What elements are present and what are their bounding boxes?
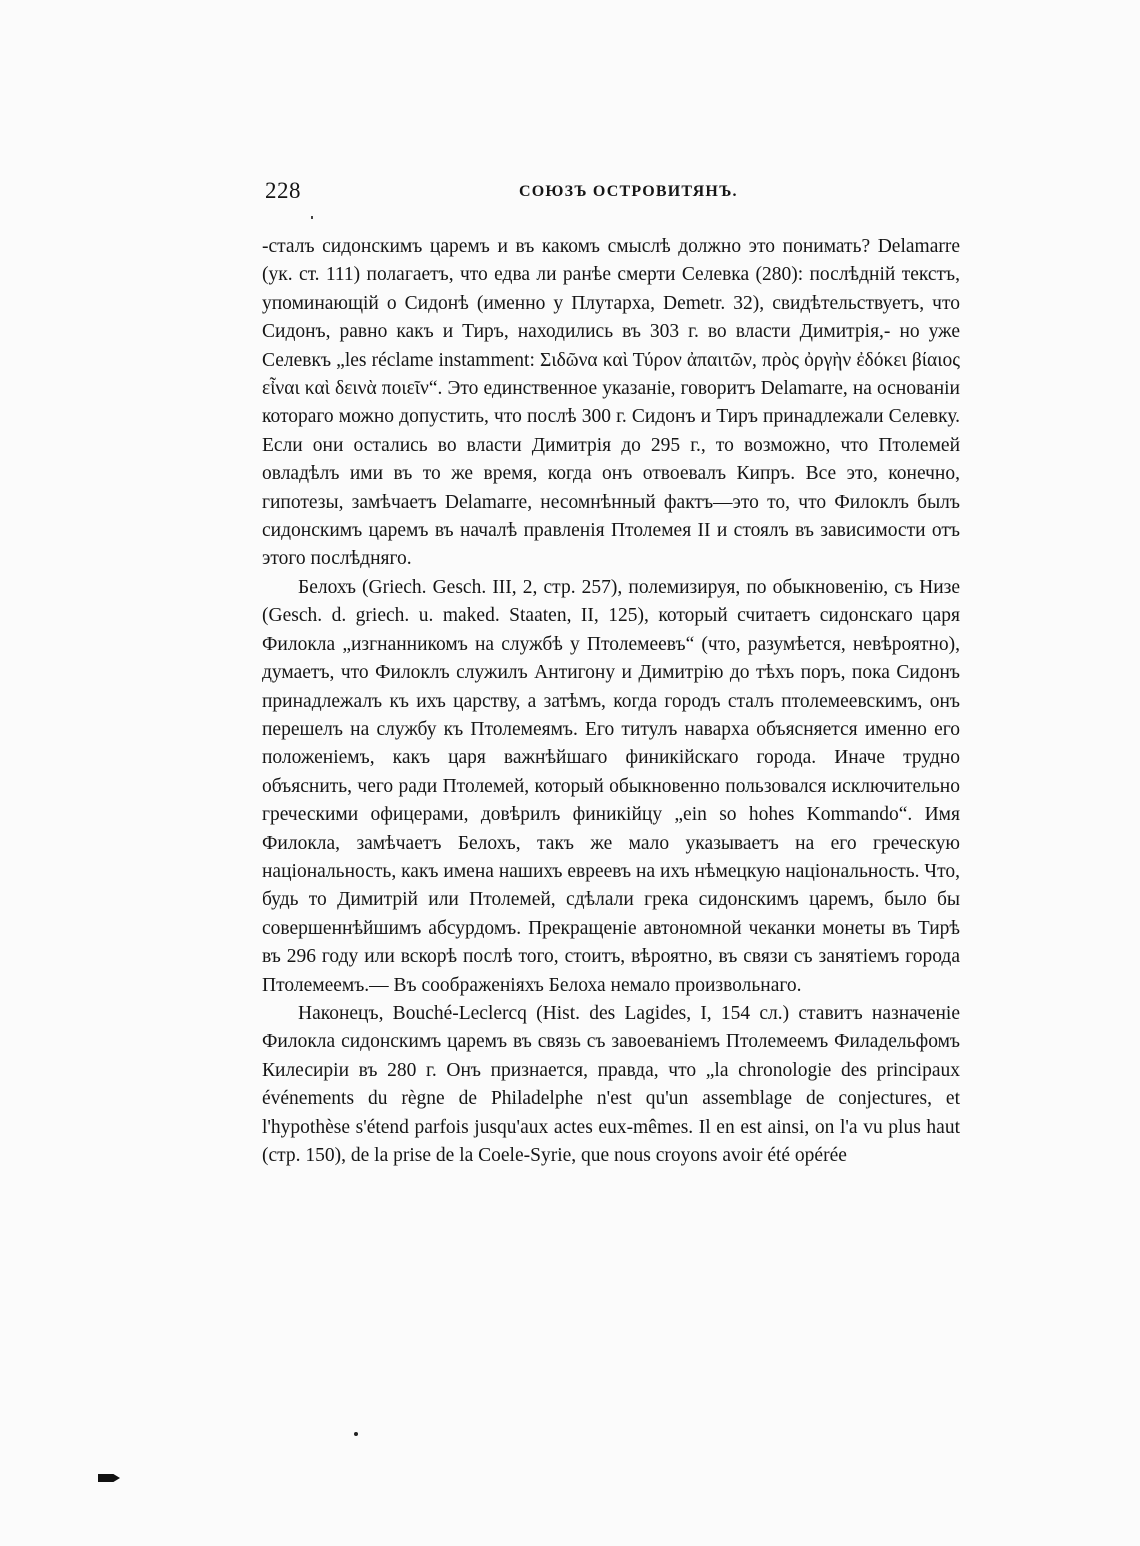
- page-header: [265, 178, 959, 212]
- scan-speck: [354, 1432, 358, 1436]
- paragraph: -сталъ сидонскимъ царемъ и въ какомъ смыслѣ должно это понимать? Delamarre (ук. ст. 111) полагаетъ, что едва ли ранѣе смерти Селевка (280): послѣдній текстъ, упоминающій о Сидонѣ (именно у Плутарха, Demetr. 32), свидѣтельствуетъ, что Сидонъ, равно какъ и Тиръ, находились въ 303 г. во власти Димитрія,- но уже Селевкъ „les réclame instamment: Σιδῶνα καὶ Τύρον ἀπαιτῶν, πρὸς ὀργὴν ἐδόκει βίαιος εἶναι καὶ δεινὰ ποιεῖν“. Это единственное указаніе, говоритъ Delamarre, на основаніи котораго можно допустить, что послѣ 300 г. Сидонъ и Тиръ принадлежали Селевку. Если они остались во власти Димитрія до 295 г., то возможно, что Птолемей овладѣлъ ими въ то же время, когда онъ отвоевалъ Кипръ. Все это, конечно, гипотезы, замѣчаетъ Delamarre, несомнѣнный фактъ—это то, что Филоклъ былъ сидонскимъ царемъ въ началѣ правленія Птолемея II и стоялъ въ зависимости отъ этого послѣдняго.: [262, 236, 960, 570]
- paragraph: Наконецъ, Bouché-Leclercq (Hist. des Lagides, I, 154 сл.) ставитъ назначеніе Филокла сидонскимъ царемъ въ связь съ завоеваніемъ Птолемеемъ Филадельфомъ Килесиріи въ 280 г. Онъ признается, правда, что „la chronologie des principaux événements du règne de Philadelphe n'est qu'un assemblage de conjectures, et l'hypothèse s'étend parfois jusqu'aux actes eux-mêmes. Il en est ainsi, on l'a vu plus haut (стр. 150), de la prise de la Coele-Syrie, que nous croyons avoir été opérée: [262, 1002, 960, 1166]
- scan-mark: [98, 1474, 120, 1482]
- body-text: [262, 233, 960, 1170]
- paragraph: Белохъ (Griech. Gesch. III, 2, стр. 257), полемизируя, по обыкновенію, съ Низе (Gesch. d. griech. u. maked. Staaten, II, 125), который считаетъ сидонскаго царя Филокла „изгнанникомъ на службѣ у Птолемеевъ“ (что, разумѣется, невѣроятно), думаетъ, что Филоклъ служилъ Антигону и Димитрію до тѣхъ поръ, пока Сидонъ принадлежалъ къ ихъ царству, а затѣмъ, когда городъ сталъ птолемеевскимъ, онъ перешелъ на службу къ Птолемеямъ. Его титулъ наварха объясняется именно его положеніемъ, какъ царя важнѣйшаго финикійскаго города. Иначе трудно объяснить, чего ради Птолемей, который обыкновенно пользовался исключительно греческими офицерами, довѣрилъ финикійцу „ein so hohes Kommando“. Имя Филокла, замѣчаетъ Белохъ, такъ же мало указываетъ на его греческую національность, какъ имена нашихъ евреевъ на ихъ нѣмецкую національность. Что, будь то Димитрій или Птолемей, сдѣлали грека сидонскимъ царемъ, было бы совершеннѣйшимъ абсурдомъ. Прекращеніе автономной чеканки монеты въ Тирѣ въ 296 году или вскорѣ послѣ того, стоитъ, вѣроятно, въ связи съ занятіемъ города Птолемеемъ.— Въ соображеніяхъ Белоха немало произвольнаго.: [262, 576, 960, 996]
- scan-speck: [311, 216, 313, 219]
- running-title: СОЮЗЪ ОСТРОВИТЯНЪ.: [519, 183, 738, 200]
- page-number: 228: [265, 178, 301, 203]
